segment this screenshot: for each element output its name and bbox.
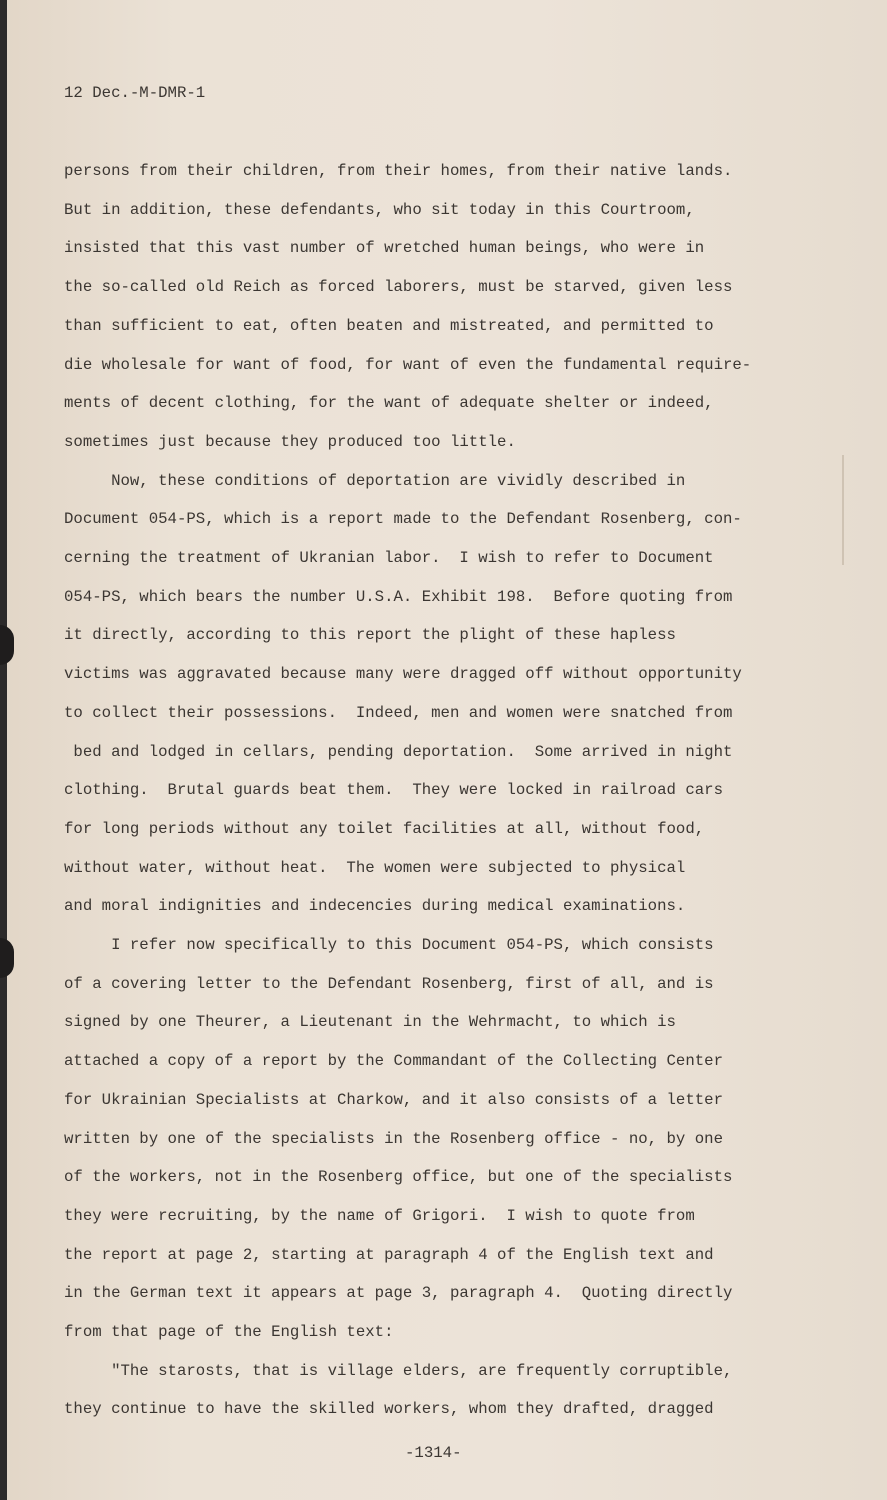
text-line: for long periods without any toilet facilities at all, without food, — [64, 819, 705, 838]
text-line: it directly, according to this report the plight of these hapless — [64, 626, 676, 645]
text-line: die wholesale for want of food, for want of even the fundamental require- — [64, 355, 752, 374]
page-number: -1314- — [405, 1444, 462, 1462]
text-line: persons from their children, from their homes, from their native lands. — [64, 162, 733, 180]
scan-edge — [0, 0, 7, 1500]
text-line: attached a copy of a report by the Commandant of the Collecting Center — [64, 1052, 723, 1071]
text-line: the report at page 2, starting at paragraph 4 of the English text and — [64, 1245, 714, 1264]
text-line: victims was aggravated because many were dragged off without opportunity — [64, 665, 742, 684]
text-line: ments of decent clothing, for the want of adequate shelter or indeed, — [64, 394, 714, 413]
text-line: 054-PS, which bears the number U.S.A. Exhibit 198. Before quoting from — [64, 587, 733, 606]
text-line: to collect their possessions. Indeed, men and women were snatched from — [64, 703, 733, 722]
text-line: without water, without heat. The women were subjected to physical — [64, 858, 686, 877]
text-line: of the workers, not in the Rosenberg office, but one of the specialists — [64, 1168, 733, 1187]
text-line: Document 054-PS, which is a report made to the Defendant Rosenberg, con- — [64, 510, 742, 529]
text-line: insisted that this vast number of wretched human beings, who were in — [64, 239, 705, 258]
text-line: for Ukrainian Specialists at Charkow, and it also consists of a letter — [64, 1090, 723, 1109]
text-line: I refer now specifically to this Document 054-PS, which consists — [64, 936, 714, 954]
text-line: the so-called old Reich as forced laborers, must be starved, given less — [64, 278, 733, 297]
text-line: Now, these conditions of deportation are vividly described in — [64, 471, 686, 490]
text-line: clothing. Brutal guards beat them. They were locked in railroad cars — [64, 781, 723, 800]
text-line: than sufficient to eat, often beaten and mistreated, and permitted to — [64, 316, 714, 335]
text-line: But in addition, these defendants, who sit today in this Courtroom, — [64, 200, 695, 219]
margin-mark — [842, 455, 844, 565]
text-line: written by one of the specialists in the Rosenberg office - no, by one — [64, 1129, 723, 1148]
text-line: they were recruiting, by the name of Grigori. I wish to quote from — [64, 1206, 695, 1225]
text-line: "The starosts, that is village elders, are frequently corruptible, — [64, 1361, 733, 1380]
text-line: cerning the treatment of Ukranian labor. I wish to refer to Document — [64, 549, 714, 567]
text-line: signed by one Theurer, a Lieutenant in the Wehrmacht, to which is — [64, 1013, 676, 1032]
text-line: bed and lodged in cellars, pending deportation. Some arrived in night — [64, 742, 733, 761]
text-line: they continue to have the skilled workers, whom they drafted, dragged — [64, 1400, 714, 1419]
text-line: sometimes just because they produced too little. — [64, 432, 516, 451]
text-line: of a covering letter to the Defendant Rosenberg, first of all, and is — [64, 974, 714, 993]
text-line: in the German text it appears at page 3, paragraph 4. Quoting directly — [64, 1284, 733, 1303]
page-header: 12 Dec.-M-DMR-1 — [64, 84, 206, 102]
text-line: and moral indignities and indecencies during medical examinations. — [64, 897, 686, 916]
text-line: from that page of the English text: — [64, 1323, 394, 1341]
